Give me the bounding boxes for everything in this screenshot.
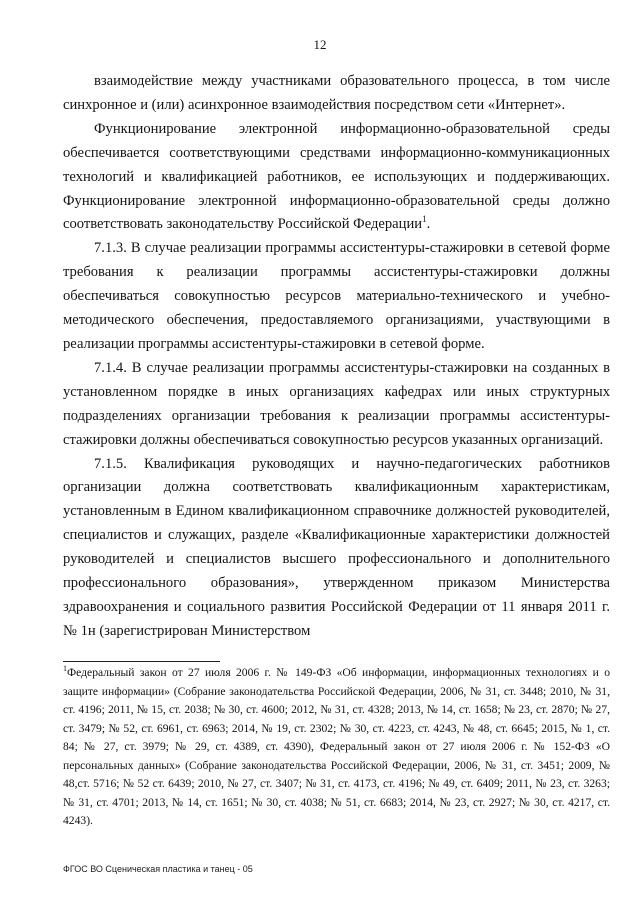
main-text: [63, 70, 610, 644]
paragraph-continuation: взаимодействие между участниками образовательного процесса, в том числе синхронное и (или) асинхронное взаимодействия посредством сети «Интернет».: [63, 73, 610, 113]
footnote-text: Федеральный закон от 27 июля 2006 г. № 149-ФЗ «Об информации, информационных технологиях и о защите информации» (Собрание законодательства Российской Федерации, 2006, № 31, ст. 3448; 2010, № 31, ст. 4196; 2011, № 15, ст. 2038; № 30, ст. 4600; 2012, № 31, ст. 4328; 2013, № 14, ст. 1658; № 23, ст. 2870; № 27, ст. 3479; № 52, ст. 6961, ст. 6963; 2014, № 19, ст. 2302; № 30, ст. 4223, ст. 4243, № 48, ст. 6645; 2015, № 1, ст. 84; № 27, ст. 3979; № 29, ст. 4389, ст. 4390), Федеральный закон от 27 июля 2006 г. № 152-ФЗ «О персональных данных» (Собрание законодательства Российской Федерации, 2006, № 31, ст. 3451; 2009, № 48,ст. 5716; № 52 ст. 6439; 2010, № 27, ст. 3407; № 31, ст. 4173, ст. 4196; № 49, ст. 6409; 2011, № 23, ст. 3263; № 31, ст. 4701; 2013, № 14, ст. 1651; № 30, ст. 4038; № 51, ст. 6683; 2014, № 23, ст. 2927; № 30, ст. 4217, ст. 4243).: [63, 666, 610, 827]
paragraph-eios-text: Функционирование электронной информационно-образовательной среды обеспечивается соответствующими средствами информационно-коммуникационных технологий и квалификацией работников, ее использующих и поддерживающих. Функционирование электронной информационно-образовательной среды должно соответствовать законодательству Российской Федерации: [63, 120, 610, 233]
paragraph-7-1-3: 7.1.3. В случае реализации программы ассистентуры-стажировки в сетевой форме требования к реализации программы ассистентуры-стажировки должны обеспечиваться совокупностью ресурсов материально-технического и учебно-методического обеспечения, предоставляемого организациями, участвующими в реализации программы ассистентуры-стажировки в сетевой форме.: [63, 240, 610, 352]
footnote-marker: 1: [63, 664, 67, 674]
footnote-reference: 1: [422, 214, 427, 225]
paragraph-7-1-5: 7.1.5. Квалификация руководящих и научно-педагогических работников организации должна соответствовать квалификационным характеристикам, установленным в Едином квалификационном справочнике должностей руководителей, специалистов и служащих, разделе «Квалификационные характеристики должностей руководителей и специалистов высшего профессионального и дополнительного профессионального образования», утвержденном приказом Министерства здравоохранения и социального развития Российской Федерации от 11 января 2011 г. № 1н (зарегистрирован Министерством: [63, 455, 610, 639]
page-footer: ФГОС ВО Сценическая пластика и танец - 05: [63, 864, 253, 874]
page-number: 12: [313, 37, 327, 52]
paragraph-eios: Функционирование электронной информационно-образовательной среды обеспечивается соответствующими средствами информационно-коммуникационных технологий и квалификацией работников, ее использующих и поддерживающих. Функционирование электронной информационно-образовательной среды должно соответствовать законодательству Российской Федерации$^1$.: [63, 120, 610, 233]
paragraph-7-1-4: 7.1.4. В случае реализации программы ассистентуры-стажировки на созданных в установленном порядке в иных организациях кафедрах или иных структурных подразделениях организации требования к реализации программы ассистентуры-стажировки должны обеспечиваться совокупностью ресурсов указанных организаций.: [63, 359, 610, 448]
footnote: [63, 664, 610, 831]
footnote-divider: [63, 661, 220, 662]
